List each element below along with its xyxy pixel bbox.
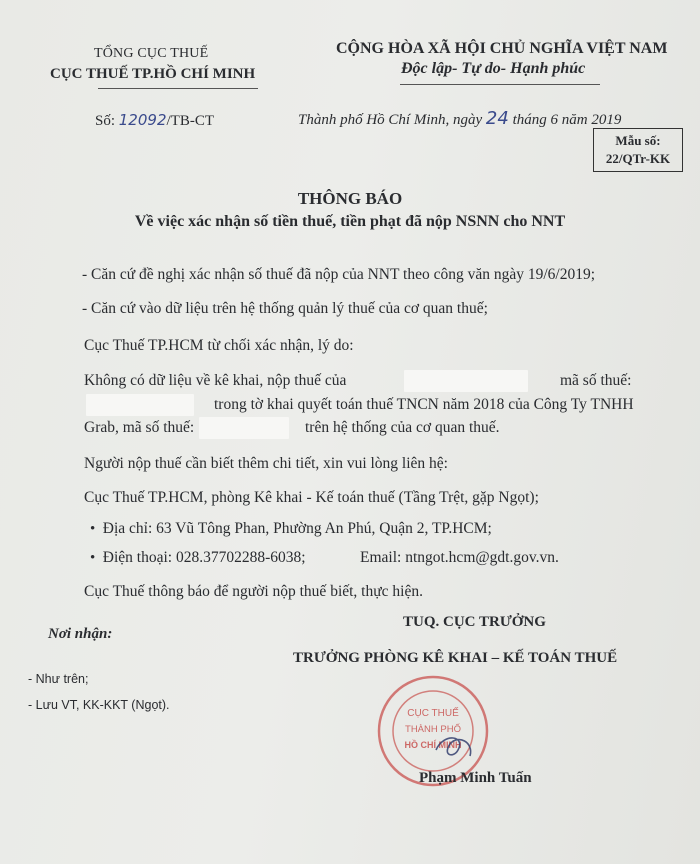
redacted-taxpayer-id	[86, 394, 194, 416]
signer-name: Phạm Minh Tuấn	[419, 770, 532, 786]
bullet-icon: •	[90, 521, 103, 537]
seal-line-2: THÀNH PHỐ	[405, 724, 461, 735]
place-and-date	[298, 108, 621, 129]
closing-paragraph: Cục Thuế thông báo để người nộp thuế biết, thực hiện.	[84, 583, 423, 600]
phone-line	[90, 549, 306, 567]
bullet-icon: •	[90, 550, 103, 566]
national-title: CỘNG HÒA XÃ HỘI CHỦ NGHĨA VIỆT NAM	[336, 40, 668, 57]
form-code-value: 22/QTr-KK	[605, 151, 671, 166]
form-code-box	[593, 128, 683, 172]
reason-line-2: trong tờ khai quyết toán thuế TNCN năm 2018 của Công Ty TNHH	[214, 396, 634, 413]
parent-agency: TỔNG CỤC THUẾ	[94, 46, 209, 61]
reference-handwritten-number: 12092	[118, 111, 167, 129]
email-text: Email: ntngot.hcm@gdt.gov.vn.	[360, 549, 559, 566]
contact-office: Cục Thuế TP.HCM, phòng Kê khai - Kế toán thuế (Tầng Trệt, gặp Ngọt);	[84, 489, 539, 506]
document-title: THÔNG BÁO	[297, 189, 403, 208]
phone-text: Điện thoại: 028.37702288-6038;	[102, 549, 306, 566]
agency-underline	[98, 88, 258, 89]
reason-line-1-start: Không có dữ liệu về kê khai, nộp thuế của	[84, 372, 347, 389]
date-before-day: Thành phố Hồ Chí Minh, ngày	[298, 112, 486, 128]
reference-number	[95, 111, 214, 130]
date-handwritten-day: 24	[485, 108, 509, 129]
redacted-company-tax-id	[199, 417, 289, 439]
document-subject: Về việc xác nhận số tiền thuế, tiền phạt đã nộp NSNN cho NNT	[134, 213, 566, 230]
basis-paragraph-2: - Căn cứ vào dữ liệu trên hệ thống quản lý thuế của cơ quan thuế;	[82, 300, 488, 317]
recipient-item: - Lưu VT, KK-KKT (Ngọt).	[28, 698, 170, 712]
signature-authority: TUQ. CỤC TRƯỞNG	[403, 614, 546, 630]
reference-suffix: /TB-CT	[166, 113, 214, 129]
reason-line-3-start: Grab, mã số thuế:	[84, 419, 195, 436]
decision-paragraph: Cục Thuế TP.HCM từ chối xác nhận, lý do:	[84, 337, 354, 354]
reference-prefix: Số:	[95, 113, 119, 129]
seal-line-3: HỒ CHÍ MINH	[404, 740, 462, 750]
recipient-item: - Như trên;	[28, 672, 89, 686]
issuing-agency: CỤC THUẾ TP.HỒ CHÍ MINH	[50, 66, 256, 82]
motto-underline	[400, 84, 600, 85]
contact-intro: Người nộp thuế cần biết thêm chi tiết, xin vui lòng liên hệ:	[84, 455, 448, 472]
date-after-day: tháng 6 năm 2019	[508, 112, 622, 128]
reason-line-1-end: mã số thuế:	[560, 372, 632, 389]
reason-line-3-end: trên hệ thống của cơ quan thuế.	[305, 419, 500, 436]
address-text: Địa chỉ: 63 Vũ Tông Phan, Phường An Phú, Quận 2, TP.HCM;	[102, 520, 492, 537]
address-line	[90, 520, 492, 538]
basis-paragraph-1: - Căn cứ đề nghị xác nhận số thuế đã nộp của NNT theo công văn ngày 19/6/2019;	[82, 266, 596, 283]
redacted-taxpayer-name	[404, 370, 528, 392]
national-motto: Độc lập- Tự do- Hạnh phúc	[401, 60, 586, 77]
form-code-label: Mẫu số:	[615, 133, 661, 148]
seal-line-1: CỤC THUẾ	[407, 708, 459, 719]
recipients-title: Nơi nhận:	[48, 626, 113, 642]
signature-position: TRƯỞNG PHÒNG KÊ KHAI – KẾ TOÁN THUẾ	[293, 650, 618, 666]
